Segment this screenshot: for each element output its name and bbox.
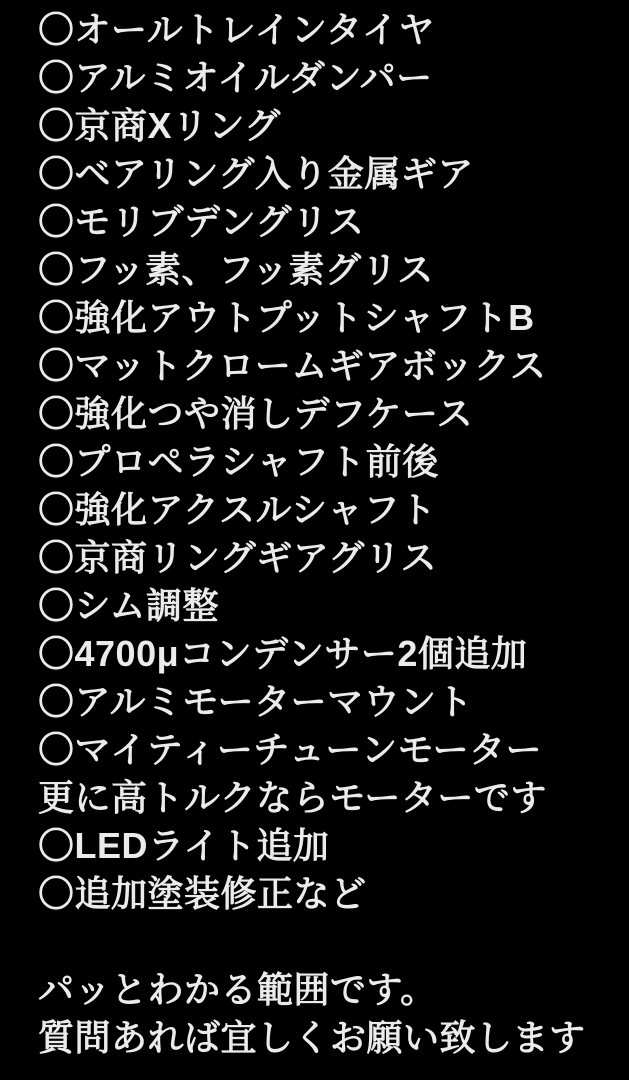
- list-item: 〇ベアリング入り金属ギア: [38, 153, 474, 194]
- list-item: 〇4700μコンデンサー2個追加: [38, 633, 528, 674]
- list-item: 〇LEDライト追加: [38, 825, 330, 866]
- list-item: 〇強化アクスルシャフト: [38, 489, 437, 530]
- list-item: 〇京商Xリング: [38, 105, 281, 146]
- list-item: 〇強化アウトプットシャフトB: [38, 297, 535, 338]
- list-item: 〇プロペラシャフト前後: [38, 441, 439, 482]
- list-item: 〇シム調整: [38, 585, 220, 626]
- list-item: 〇アルミオイルダンパー: [38, 57, 433, 98]
- list-item: 〇オールトレインタイヤ: [38, 9, 435, 50]
- list-item: 〇マットクロームギアボックス: [38, 345, 547, 386]
- list-item: 〇強化つや消しデフケース: [38, 393, 474, 434]
- list-item-note: 更に高トルクならモーターです: [38, 777, 547, 818]
- list-item: 〇フッ素、フッ素グリス: [38, 249, 434, 290]
- footer-note-line: 質問あれば宜しくお願い致します: [38, 1017, 586, 1058]
- list-item: 〇アルミモーターマウント: [38, 681, 474, 722]
- footer-note-line: パッとわかる範囲です。: [38, 969, 437, 1010]
- list-item: 〇マイティーチューンモーター: [38, 729, 543, 770]
- list-item: 〇京商リングギアグリス: [38, 537, 437, 578]
- list-item: 〇追加塗装修正など: [38, 873, 367, 914]
- blank-line: [38, 918, 619, 966]
- list-item: 〇モリブデングリス: [38, 201, 365, 242]
